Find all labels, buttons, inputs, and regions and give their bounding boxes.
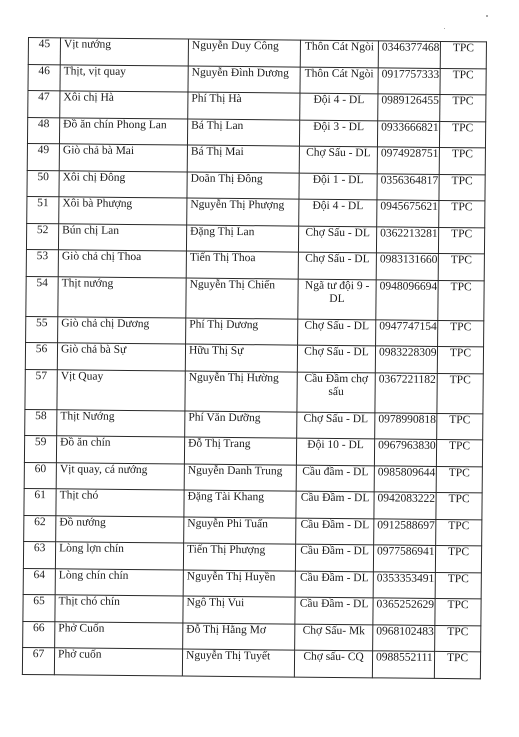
row-number-cell: 62 <box>24 515 56 542</box>
row-number-cell: 55 <box>26 316 58 343</box>
phone-number-cell: 0362213281 <box>376 226 438 253</box>
scan-speck <box>486 15 488 17</box>
facility-name-cell: Giò chả chị Thoa <box>58 250 186 278</box>
address-cell: Chợ Sấu - DL <box>298 226 376 253</box>
row-number-cell: 52 <box>26 223 58 250</box>
phone-number-cell: 0367221182 <box>375 372 437 413</box>
table-body <box>22 38 486 679</box>
table-row <box>26 276 484 320</box>
facility-type-cell: TPC <box>438 227 484 254</box>
phone-number-cell: 0942083222 <box>374 492 436 519</box>
owner-name-cell: Nguyễn Thị Phượng <box>187 198 299 226</box>
facility-name-cell: Xôi chị Hà <box>60 91 188 119</box>
facility-type-cell: TPC <box>435 572 481 599</box>
address-cell: Cầu Đầm - DL <box>295 571 373 598</box>
row-number-cell: 45 <box>28 38 60 65</box>
phone-number-cell: 0983131660 <box>376 253 438 280</box>
facility-type-cell: TPC <box>436 519 482 546</box>
facility-type-cell: TPC <box>436 466 482 493</box>
facility-type-cell: TPC <box>440 94 486 121</box>
owner-name-cell: Đỗ Thị Trang <box>184 437 296 465</box>
facility-name-cell: Đồ nướng <box>56 515 184 543</box>
facility-type-cell: TPC <box>435 545 481 572</box>
address-cell: Thôn Cát Ngòi <box>300 67 378 94</box>
owner-name-cell: Hữu Thị Sự <box>185 344 297 372</box>
facility-name-cell: Đồ ăn chín Phong Lan <box>59 117 187 145</box>
scan-speck <box>444 28 445 29</box>
facility-type-cell: TPC <box>437 373 483 413</box>
address-cell: Cầu Đầm - DL <box>295 544 373 571</box>
owner-name-cell: Nguyễn Duy Công <box>188 39 300 67</box>
address-cell: Đội 4 - DL <box>300 93 378 120</box>
row-number-cell: 57 <box>25 369 57 409</box>
facility-name-cell: Lòng chín chín <box>55 568 183 596</box>
facility-type-cell: TPC <box>440 68 486 95</box>
address-cell: Ngã tư đội 9 - DL <box>298 279 376 320</box>
table-row <box>25 369 483 413</box>
address-cell: Cầu Đầm - DL <box>296 518 374 545</box>
address-cell: Chợ sấu- CQ <box>294 650 372 677</box>
row-number-cell: 56 <box>25 342 57 369</box>
address-cell: Chợ Sấu - DL <box>299 146 377 173</box>
owner-name-cell: Nguyễn Phi Tuấn <box>184 517 296 545</box>
facility-type-cell: TPC <box>438 253 484 280</box>
facility-type-cell: TPC <box>436 439 482 466</box>
owner-name-cell: Bá Thị Lan <box>187 119 299 147</box>
phone-number-cell: 0356364817 <box>377 173 439 200</box>
owner-name-cell: Nguyễn Thị Hường <box>185 371 297 412</box>
facility-name-cell: Thịt chó <box>56 489 184 517</box>
owner-name-cell: Phí Văn Dưỡng <box>185 411 297 439</box>
owner-name-cell: Đỗ Thị Hằng Mơ <box>183 623 295 651</box>
food-vendor-table-wrapper <box>22 37 486 696</box>
phone-number-cell: 0917757333 <box>378 67 440 94</box>
row-number-cell: 47 <box>28 91 60 118</box>
facility-name-cell: Thịt nướng <box>58 276 186 317</box>
phone-number-cell: 0989126455 <box>378 94 440 121</box>
facility-type-cell: TPC <box>437 413 483 440</box>
row-number-cell: 54 <box>26 276 58 316</box>
row-number-cell: 61 <box>24 488 56 515</box>
facility-name-cell: Bún chị Lan <box>58 223 186 251</box>
food-vendor-table <box>22 37 487 679</box>
row-number-cell: 65 <box>23 594 55 621</box>
facility-type-cell: TPC <box>439 174 485 201</box>
address-cell: Chợ Sấu - DL <box>298 319 376 346</box>
address-cell: Cầu Đầm - DL <box>295 597 373 624</box>
owner-name-cell: Bá Thị Mai <box>187 145 299 173</box>
phone-number-cell: 0945675621 <box>377 200 439 227</box>
address-cell: Chợ Sấu - DL <box>297 412 375 439</box>
address-cell: Chợ Sấu- Mk <box>295 624 373 651</box>
phone-number-cell: 0353353491 <box>373 571 435 598</box>
row-number-cell: 64 <box>23 568 55 595</box>
phone-number-cell: 0948096694 <box>376 279 438 320</box>
phone-number-cell: 0947747154 <box>376 319 438 346</box>
phone-number-cell: 0365252629 <box>373 598 435 625</box>
row-number-cell: 58 <box>25 409 57 436</box>
address-cell: Cầu Đầm - DL <box>296 491 374 518</box>
address-cell: Cầu Đầm chợ sấu <box>297 372 375 413</box>
owner-name-cell: Tiến Thị Thoa <box>186 251 298 279</box>
facility-type-cell: TPC <box>437 346 483 373</box>
row-number-cell: 60 <box>24 462 56 489</box>
address-cell: Thôn Cát Ngòi <box>300 40 378 67</box>
row-number-cell: 67 <box>22 647 54 674</box>
row-number-cell: 51 <box>27 196 59 223</box>
facility-name-cell: Vịt Quay <box>57 369 185 410</box>
facility-name-cell: Giò chả chị Dương <box>58 316 186 344</box>
row-number-cell: 46 <box>28 64 60 91</box>
address-cell: Đội 4 - DL <box>299 199 377 226</box>
facility-name-cell: Đồ ăn chín <box>56 436 184 464</box>
address-cell: Đội 3 - DL <box>299 120 377 147</box>
phone-number-cell: 0346377468 <box>378 41 440 68</box>
facility-name-cell: Vịt quay, cá nướng <box>56 462 184 490</box>
address-cell: Chợ Sấu - DL <box>297 345 375 372</box>
owner-name-cell: Đặng Tài Khang <box>184 490 296 518</box>
facility-type-cell: TPC <box>434 651 480 678</box>
owner-name-cell: Tiến Thị Phượng <box>183 543 295 571</box>
facility-name-cell: Thịt chó chín <box>55 595 183 623</box>
address-cell: Đội 1 - DL <box>299 173 377 200</box>
facility-type-cell: TPC <box>438 280 484 320</box>
row-number-cell: 49 <box>27 143 59 170</box>
owner-name-cell: Nguyễn Thị Huyền <box>183 570 295 598</box>
facility-type-cell: TPC <box>435 598 481 625</box>
row-number-cell: 63 <box>23 541 55 568</box>
owner-name-cell: Nguyễn Đình Dương <box>188 66 300 94</box>
address-cell: Cầu đầm - DL <box>296 465 374 492</box>
facility-name-cell: Lòng lợn chín <box>55 542 183 570</box>
owner-name-cell: Phí Thị Hà <box>188 92 300 120</box>
phone-number-cell: 0985809644 <box>374 465 436 492</box>
phone-number-cell: 0983228309 <box>375 346 437 373</box>
owner-name-cell: Doãn Thị Đông <box>187 172 299 200</box>
address-cell: Chợ Sấu - DL <box>298 252 376 279</box>
facility-name-cell: Vịt nướng <box>60 38 188 66</box>
phone-number-cell: 0977586941 <box>373 545 435 572</box>
facility-type-cell: TPC <box>438 320 484 347</box>
phone-number-cell: 0968102483 <box>373 624 435 651</box>
phone-number-cell: 0974928751 <box>377 147 439 174</box>
facility-type-cell: TPC <box>439 121 485 148</box>
facility-name-cell: Xôi bà Phượng <box>59 197 187 225</box>
address-cell: Đội 10 - DL <box>296 438 374 465</box>
owner-name-cell: Nguyễn Thị Tuyết <box>182 649 294 677</box>
facility-name-cell: Giò chả bà Mai <box>59 144 187 172</box>
row-number-cell: 50 <box>27 170 59 197</box>
facility-type-cell: TPC <box>439 200 485 227</box>
facility-type-cell: TPC <box>436 492 482 519</box>
phone-number-cell: 0933666821 <box>377 120 439 147</box>
owner-name-cell: Đặng Thị Lan <box>186 225 298 253</box>
owner-name-cell: Nguyễn Thị Chiến <box>186 278 298 319</box>
facility-name-cell: Xôi chị Đông <box>59 170 187 198</box>
row-number-cell: 53 <box>26 249 58 276</box>
facility-type-cell: TPC <box>440 41 486 68</box>
facility-type-cell: TPC <box>439 147 485 174</box>
phone-number-cell: 0967963830 <box>374 439 436 466</box>
phone-number-cell: 0912588697 <box>374 518 436 545</box>
table-row <box>22 647 480 678</box>
owner-name-cell: Ngô Thị Vui <box>183 596 295 624</box>
facility-name-cell: Giò chả bà Sự <box>57 343 185 371</box>
facility-name-cell: Phở cuốn <box>54 648 182 676</box>
owner-name-cell: Nguyễn Danh Trung <box>184 464 296 492</box>
facility-name-cell: Thịt Nướng <box>57 409 185 437</box>
facility-name-cell: Thịt, vịt quay <box>60 64 188 92</box>
owner-name-cell: Phí Thị Dương <box>186 318 298 346</box>
facility-name-cell: Phở Cuốn <box>55 621 183 649</box>
phone-number-cell: 0978990818 <box>375 412 437 439</box>
facility-type-cell: TPC <box>435 625 481 652</box>
row-number-cell: 59 <box>24 435 56 462</box>
row-number-cell: 48 <box>27 117 59 144</box>
row-number-cell: 66 <box>23 621 55 648</box>
phone-number-cell: 0988552111 <box>372 651 434 678</box>
